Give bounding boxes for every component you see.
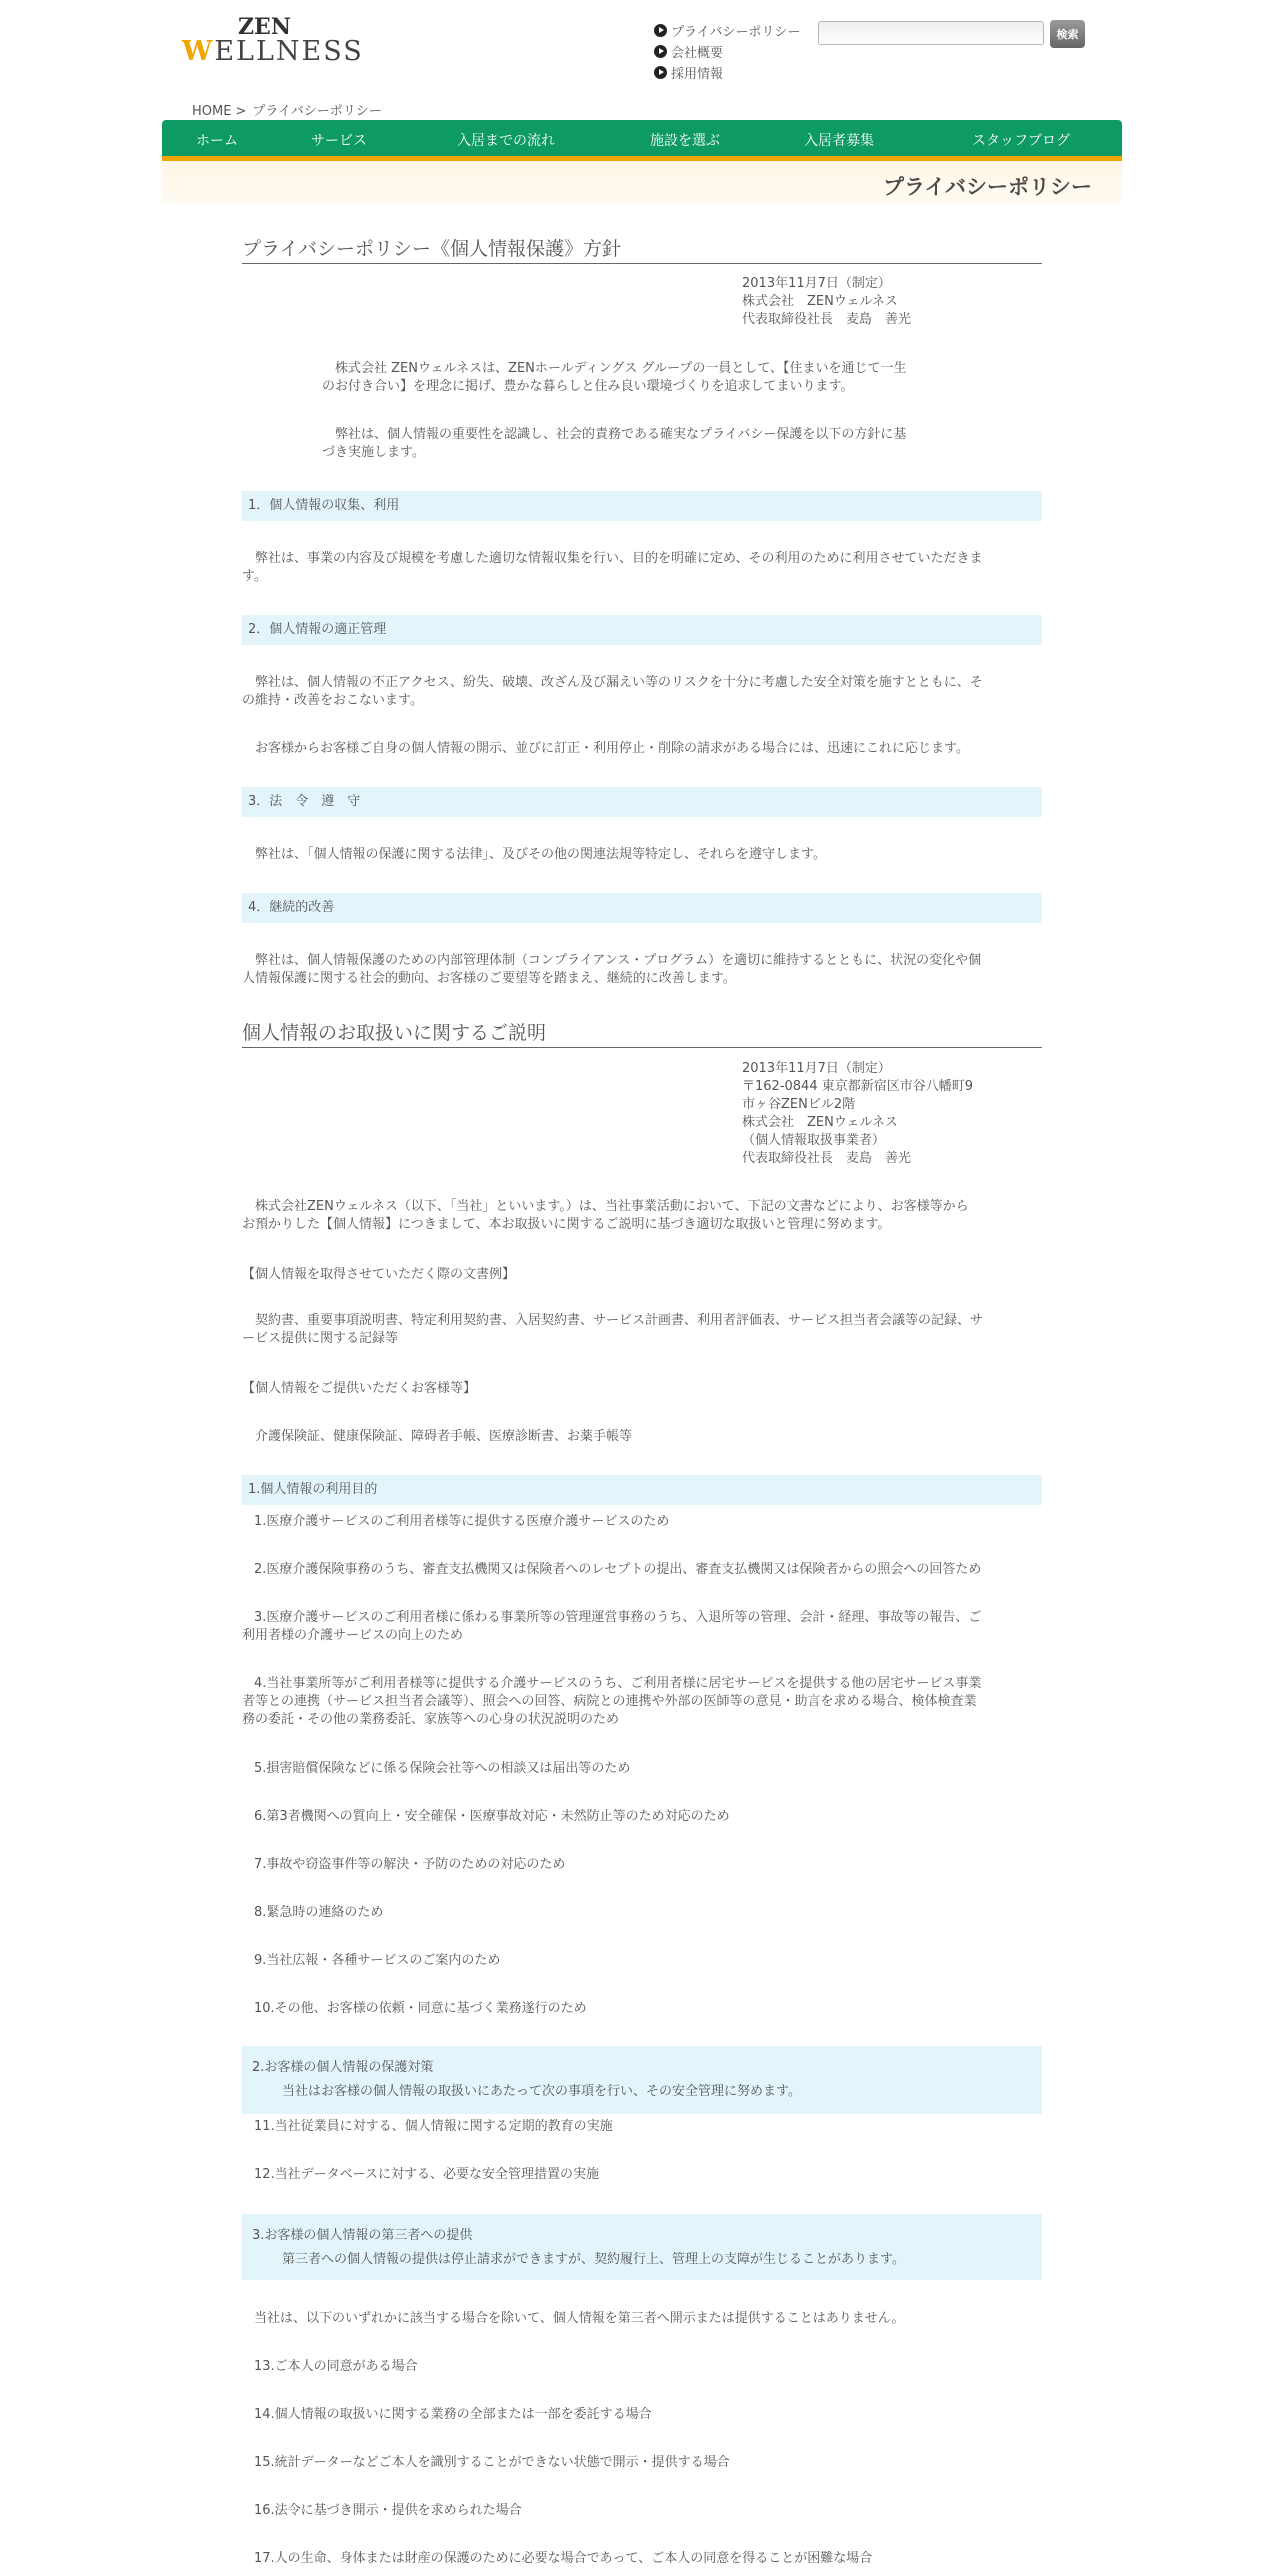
arrow-right-icon — [654, 24, 667, 37]
nav-staff-blog[interactable]: スタッフブログ — [972, 133, 1070, 149]
text-line: のお付き合い】を理念に掲げ、豊かな暮らしと住み良い環境づくりを追求してまいります。 — [322, 379, 854, 394]
title-band — [162, 161, 1122, 203]
header-link-recruit[interactable] — [654, 62, 800, 83]
list-item: 6.第3者機関への質向上・安全確保・医療事故対応・未然防止等のため対応のため — [254, 1809, 730, 1824]
list-item — [242, 1609, 1044, 1645]
handling-intro — [242, 1198, 1042, 1234]
list-item: 5.損害賠償保険などに係る保険会社等への相談又は届出等のため — [254, 1761, 631, 1776]
breadcrumb-home[interactable]: HOME — [192, 104, 232, 119]
list-item: 9.当社広報・各種サービスのご案内のため — [254, 1953, 501, 1968]
text-line: 3.医療介護サービスのご利用者様に係わる事業所等の管理運営事務のうち、入退所等の管理、会計・経理、事故等の報告、ご — [254, 1610, 982, 1625]
nav-facility[interactable]: 施設を選ぶ — [650, 133, 720, 149]
text-line: 弊社は、個人情報保護のための内部管理体制（コンプライアンス・プログラム）を適切に維持するとともに、状況の変化や個 — [242, 953, 982, 968]
text-line: 株式会社 ZENウェルネスは、ZENホールディングス グループの一員として、【住まいを通じて一生 — [322, 361, 907, 376]
list-item — [242, 1675, 1044, 1729]
header-links — [654, 20, 800, 83]
text-line: 株式会社ZENウェルネス（以下、「当社」といいます。）は、当社事業活動において、下記の文書などにより、お客様等から — [242, 1199, 969, 1214]
section-heading: 3.お客様の個人情報の第三者への提供 — [252, 2228, 473, 2243]
meta-line: 2013年11月7日（制定） — [742, 276, 891, 291]
nav-flow[interactable]: 入居までの流れ — [457, 133, 555, 149]
policy-intro-2 — [322, 426, 962, 462]
text-line: づき実施します。 — [322, 445, 425, 460]
header-link-company[interactable] — [654, 41, 800, 62]
text-line: 利用者様の介護サービスの向上のため — [242, 1628, 464, 1643]
section-heading: 3．法 令 遵 守 — [242, 787, 1042, 817]
text-line: 者等との連携（サービス担当者会議等）、照会への回答、病院との連携や外部の医師等の意見・助言を求める場合、検体検査業 — [242, 1694, 977, 1709]
meta-line: 〒162-0844 東京都新宿区市谷八幡町9 — [742, 1079, 973, 1094]
section-heading: 4．継続的改善 — [242, 893, 1042, 923]
search-input[interactable] — [818, 21, 1044, 45]
section-heading-box — [242, 2046, 1042, 2114]
section-heading: 1．個人情報の収集、利用 — [242, 491, 1042, 521]
header-link-label: 採用情報 — [671, 67, 724, 82]
meta-line: 代表取締役社長 麦島 善光 — [742, 312, 912, 327]
list-item: 2.医療介護保険事務のうち、審査支払機関又は保険者へのレセプトの提出、審査支払機関又は保険者からの照会への回答ため — [254, 1562, 982, 1577]
section-text: お客様からお客様ご自身の個人情報の開示、並びに訂正・利用停止・削除の請求がある場合には、迅速にこれに応じます。 — [242, 741, 969, 756]
header-link-label: プライバシーポリシー — [671, 25, 801, 40]
policy-intro-1 — [322, 360, 962, 396]
policy-meta — [742, 275, 911, 329]
meta-line: 株式会社 ZENウェルネス — [742, 1115, 898, 1130]
provide-text: 介護保険証、健康保険証、障碍者手帳、医療診断書、お薬手帳等 — [242, 1429, 633, 1444]
site-logo[interactable] — [182, 14, 364, 67]
nav-recruit-residents[interactable]: 入居者募集 — [804, 133, 874, 149]
breadcrumb-current: プライバシーポリシー — [252, 104, 382, 119]
nav-home[interactable]: ホーム — [196, 133, 238, 149]
section-subtext: 第三者への個人情報の提供は停止請求ができますが、契約履行上、管理上の支障が生じることがあります。 — [282, 2252, 905, 2267]
meta-line: （個人情報取扱事業者） — [742, 1133, 886, 1148]
arrow-right-icon — [654, 45, 667, 58]
list-item: 15.統計データーなどご本人を識別することができない状態で開示・提供する場合 — [254, 2455, 730, 2470]
handling-heading: 個人情報のお取扱いに関するご説明 — [242, 1018, 1042, 1048]
meta-line: 2013年11月7日（制定） — [742, 1061, 891, 1076]
list-item: 11.当社従業員に対する、個人情報に関する定期的教育の実施 — [254, 2119, 613, 2134]
text-line: 契約書、重要事項説明書、特定利用契約書、入居契約書、サービス計画書、利用者評価表、サービス担当者会議等の記録、サ — [242, 1313, 984, 1328]
section-text: 弊社は、「個人情報の保護に関する法律」、及びその他の関連法規等特定し、それらを遵守します。 — [242, 847, 826, 862]
section-heading-box — [242, 2214, 1042, 2280]
section-text — [242, 550, 1042, 586]
list-item: 8.緊急時の連絡のため — [254, 1905, 384, 1920]
text-line: 弊社は、事業の内容及び規模を考慮した適切な情報収集を行い、目的を明確に定め、その利用のために利用させていただきま — [242, 551, 983, 566]
page-title: プライバシーポリシー — [883, 175, 1092, 199]
logo-wellness-text — [182, 36, 364, 67]
section-text — [242, 952, 1042, 988]
section-heading: 2．個人情報の適正管理 — [242, 615, 1042, 645]
meta-line: 株式会社 ZENウェルネス — [742, 294, 898, 309]
text-line: 人情報保護に関する社会的動向、お客様のご要望等を踏まえ、継続的に改善します。 — [242, 971, 736, 986]
text-line: の維持・改善をおこないます。 — [242, 693, 423, 708]
arrow-right-icon — [654, 66, 667, 79]
meta-line: 市ヶ谷ZENビル2階 — [742, 1097, 856, 1112]
docs-text — [242, 1312, 1042, 1348]
text-line: 務の委託・その他の業務委託、家族等への心身の状況説明のため — [242, 1712, 620, 1727]
meta-line: 代表取締役社長 麦島 善光 — [742, 1151, 912, 1166]
docs-label: 【個人情報を取得させていただく際の文書例】 — [242, 1267, 516, 1282]
logo-w-letter: W — [182, 36, 215, 67]
header-link-label: 会社概要 — [671, 46, 724, 61]
logo-wellness-letters: ELLNESS — [214, 36, 364, 67]
text-line: ービス提供に関する記録等 — [242, 1331, 399, 1346]
list-item: 10.その他、お客様の依頼・同意に基づく業務遂行のため — [254, 2001, 587, 2016]
policy-heading: プライバシーポリシー《個人情報保護》方針 — [242, 234, 1042, 264]
list-item: 当社は、以下のいずれかに該当する場合を除いて、個人情報を第三者へ開示または提供することはありません。 — [254, 2311, 905, 2326]
list-item: 12.当社データベースに対する、必要な安全管理措置の実施 — [254, 2167, 600, 2182]
breadcrumb — [192, 100, 382, 119]
text-line: 弊社は、個人情報の重要性を認識し、社会的責務である確実なプライバシー保護を以下の方針に基 — [322, 427, 907, 442]
logo-zen-text: ZEN — [238, 14, 291, 40]
text-line: 弊社は、個人情報の不正アクセス、紛失、破壊、改ざん及び漏えい等のリスクを十分に考慮した安全対策を施すとともに、そ — [242, 675, 983, 690]
text-line: す。 — [242, 569, 267, 584]
list-item: 14.個人情報の取扱いに関する業務の全部または一部を委託する場合 — [254, 2407, 652, 2422]
list-item: 16.法令に基づき開示・提供を求められた場合 — [254, 2503, 522, 2518]
provide-label: 【個人情報をご提供いただくお客様等】 — [242, 1381, 477, 1396]
list-item: 1.医療介護サービスのご利用者様等に提供する医療介護サービスのため — [254, 1514, 670, 1529]
main-nav — [162, 120, 1122, 161]
section-heading: 1.個人情報の利用目的 — [242, 1475, 1042, 1505]
list-item: 7.事故や窃盗事件等の解決・予防のための対応のため — [254, 1857, 566, 1872]
list-item: 13.ご本人の同意がある場合 — [254, 2359, 418, 2374]
handling-meta — [742, 1060, 973, 1168]
section-heading: 2.お客様の個人情報の保護対策 — [252, 2060, 434, 2075]
header-link-privacy[interactable] — [654, 20, 800, 41]
section-subtext: 当社はお客様の個人情報の取扱いにあたって次の事項を行い、その安全管理に努めます。 — [282, 2084, 801, 2099]
list-item: 17.人の生命、身体または財産の保護のために必要な場合であって、ご本人の同意を得ることが困難な場合 — [254, 2551, 873, 2566]
text-line: お預かりした【個人情報】につきまして、本お取扱いに関するご説明に基づき適切な取扱いと管理に努めます。 — [242, 1217, 891, 1232]
search-button[interactable]: 検索 — [1050, 20, 1085, 48]
breadcrumb-separator: > — [235, 104, 247, 119]
text-line: 4.当社事業所等がご利用者様等に提供する介護サービスのうち、ご利用者様に居宅サービスを提供する他の居宅サービス事業 — [254, 1676, 982, 1691]
nav-service[interactable]: サービス — [311, 133, 367, 149]
section-text — [242, 674, 1042, 710]
